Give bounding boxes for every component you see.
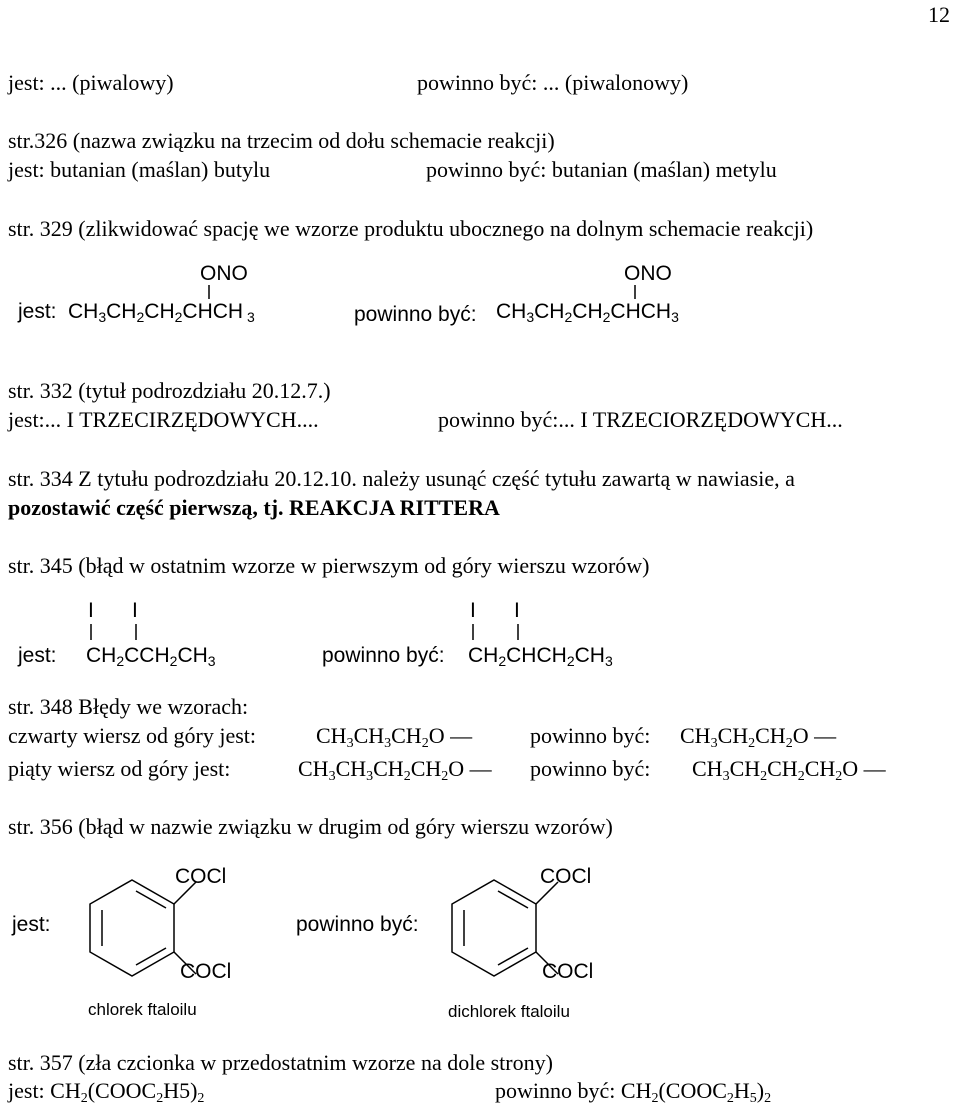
entry2-jest: jest: butanian (maślan) butylu (8, 157, 271, 182)
entry2-powinno: powinno być: butanian (maślan) metylu (426, 157, 777, 182)
iodo-1-powinno: I (470, 599, 476, 622)
entry9-jest: jest: $CH_2(COOC_2H5)_2$ (8, 1078, 205, 1106)
row4-label: czwarty wiersz od góry jest: (8, 723, 257, 748)
formula2-jest: $CH_2CCH_2CH_3$ (86, 644, 216, 669)
iodo-1-jest: I (88, 599, 94, 622)
cocl-top-powinno: COCl (540, 865, 592, 888)
formula-powinno: $CH_3CH_2CH_2CHCH_3$ (496, 300, 679, 325)
cocl-bottom-jest: COCl (180, 960, 232, 983)
entry1-powinno: powinno być: ... (piwalonowy) (417, 70, 689, 95)
entry7-heading: str. 348 Błędy we wzorach: (8, 694, 249, 719)
entry3-heading: str. 329 (zlikwidować spację we wzorze produktu ubocznego na dolnym schemacie reakcji) (8, 216, 814, 241)
formula2-jest-label: jest: (18, 644, 57, 667)
entry9-heading: str. 357 (zła czcionka w przedostatnim wzorze na dole strony) (8, 1050, 553, 1075)
benzene-ring-powinno (432, 860, 582, 1010)
entry4-powinno: powinno być:... I TRZECIORZĘDOWYCH... (438, 407, 843, 432)
row5-powinno-label: powinno być: (530, 756, 651, 781)
row5-label: piąty wiersz od góry jest: (8, 756, 231, 781)
row4-powinno-label: powinno być: (530, 723, 651, 748)
entry2-heading: str.326 (nazwa związku na trzecim od dołu schemacie reakcji) (8, 128, 555, 153)
formula2-powinno-label: powinno być: (322, 644, 445, 667)
compound-name-powinno: dichlorek ftaloilu (448, 1002, 570, 1021)
row4-jest-formula: $CH_3CH_3CH_2O$ — (316, 723, 473, 751)
bond-lines-jest (86, 624, 146, 644)
formula-jest-label: jest: (18, 300, 57, 323)
ono-group-powinno: ONO (624, 262, 672, 285)
entry8-heading: str. 356 (błąd w nazwie związku w drugim od góry wierszu wzorów) (8, 814, 613, 839)
bond-line-powinno (634, 285, 638, 299)
bond-line-jest (208, 285, 212, 299)
ono-group-jest: ONO (200, 262, 248, 285)
entry9-powinno: powinno być: $CH_2(COOC_2H_5)_2$ (495, 1078, 772, 1106)
bond-lines-powinno (468, 624, 528, 644)
formula-jest: $CH_3CH_2CH_2CHCH$ $_3$ (68, 300, 255, 325)
row5-powinno-formula: $CH_3CH_2CH_2CH_2O$ — (692, 756, 886, 784)
entry1-jest: jest: ... (piwalowy) (8, 70, 174, 95)
structure-jest-label: jest: (12, 913, 51, 936)
cocl-bottom-powinno: COCl (542, 960, 594, 983)
iodo-2-powinno: I (514, 599, 520, 622)
entry5-heading: str. 334 Z tytułu podrozdziału 20.12.10. należy usunąć część tytułu zawartą w nawiasie, a (8, 466, 795, 491)
row5-jest-formula: $CH_3CH_3CH_2CH_2O$ — (298, 756, 492, 784)
structure-powinno-label: powinno być: (296, 913, 419, 936)
formula-powinno-label: powinno być: (354, 303, 477, 326)
page-number: 12 (928, 2, 950, 27)
entry6-heading: str. 345 (błąd w ostatnim wzorze w pierwszym od góry wierszu wzorów) (8, 553, 650, 578)
row4-powinno-formula: $CH_3CH_2CH_2O$ — (680, 723, 837, 751)
entry4-heading: str. 332 (tytuł podrozdziału 20.12.7.) (8, 378, 331, 403)
iodo-2-jest: I (132, 599, 138, 622)
compound-name-jest: chlorek ftaloilu (88, 1000, 197, 1019)
entry4-jest: jest:... I TRZECIRZĘDOWYCH.... (8, 407, 319, 432)
formula2-powinno: $CH_2CHCH_2CH_3$ (468, 644, 613, 669)
entry5-line2: pozostawić część pierwszą, tj. REAKCJA RITTERA (8, 495, 500, 520)
cocl-top-jest: COCl (175, 865, 227, 888)
